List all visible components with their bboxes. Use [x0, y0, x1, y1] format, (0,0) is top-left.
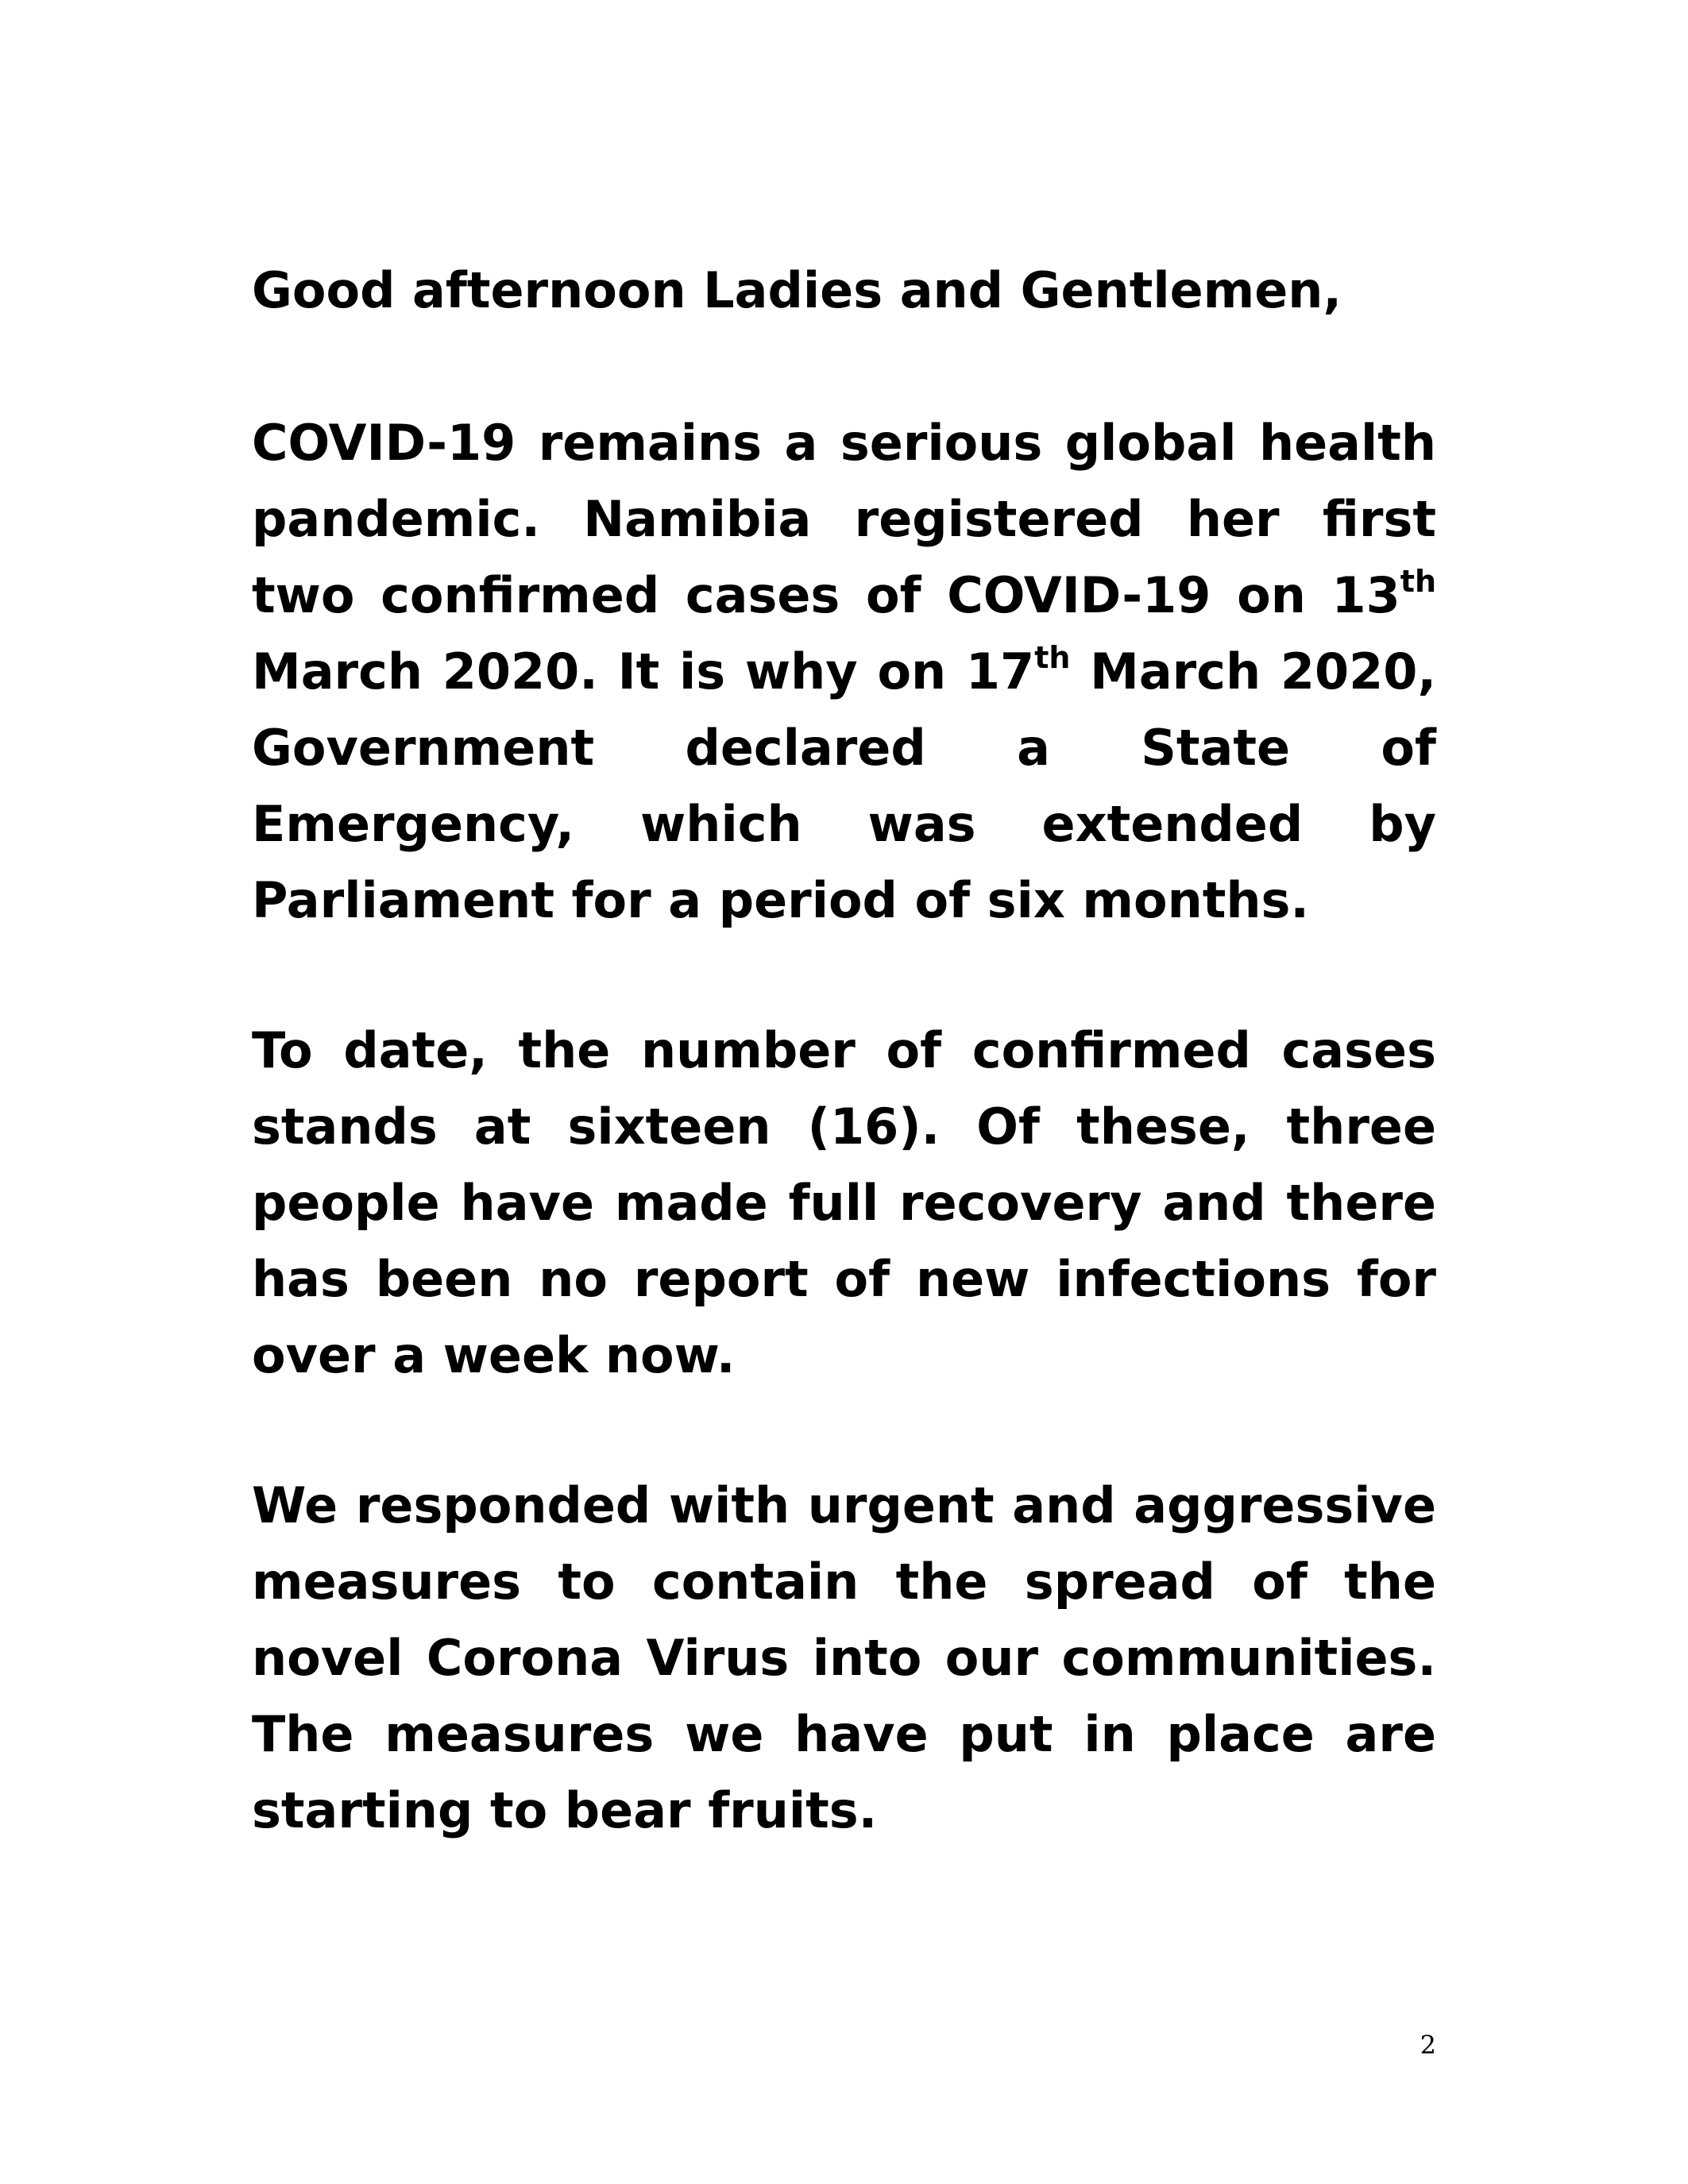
page-number: 2	[1420, 2030, 1436, 2060]
ordinal-suffix-13th: th	[1400, 564, 1436, 599]
paragraph-confirmed-cases: To date, the number of confirmed cases stands at sixteen (16). Of these, three people have made full recovery and there has been no report of new infections for over a week now.	[252, 1021, 1436, 1384]
paragraph-covid-intro-text-3: March 2020, Government declared a State of Emergency, which was extended by Parliament for a period of six months.	[252, 642, 1436, 929]
greeting-line: Good afternoon Ladies and Gentlemen,	[252, 261, 1342, 319]
paragraph-covid-intro	[252, 405, 1436, 939]
paragraph-covid-intro-text-1: COVID-19 remains a serious global health pandemic. Namibia registered her first two confirmed cases of COVID-19 on 13	[252, 414, 1436, 624]
paragraph-response-measures: We responded with urgent and aggressive measures to contain the spread of the novel Corona Virus into our communities. The measures we have put in place are starting to bear fruits.	[252, 1476, 1436, 1839]
ordinal-suffix-17th: th	[1034, 640, 1071, 675]
paragraph-covid-intro-text-2: March 2020. It is why on 17	[252, 642, 1035, 700]
